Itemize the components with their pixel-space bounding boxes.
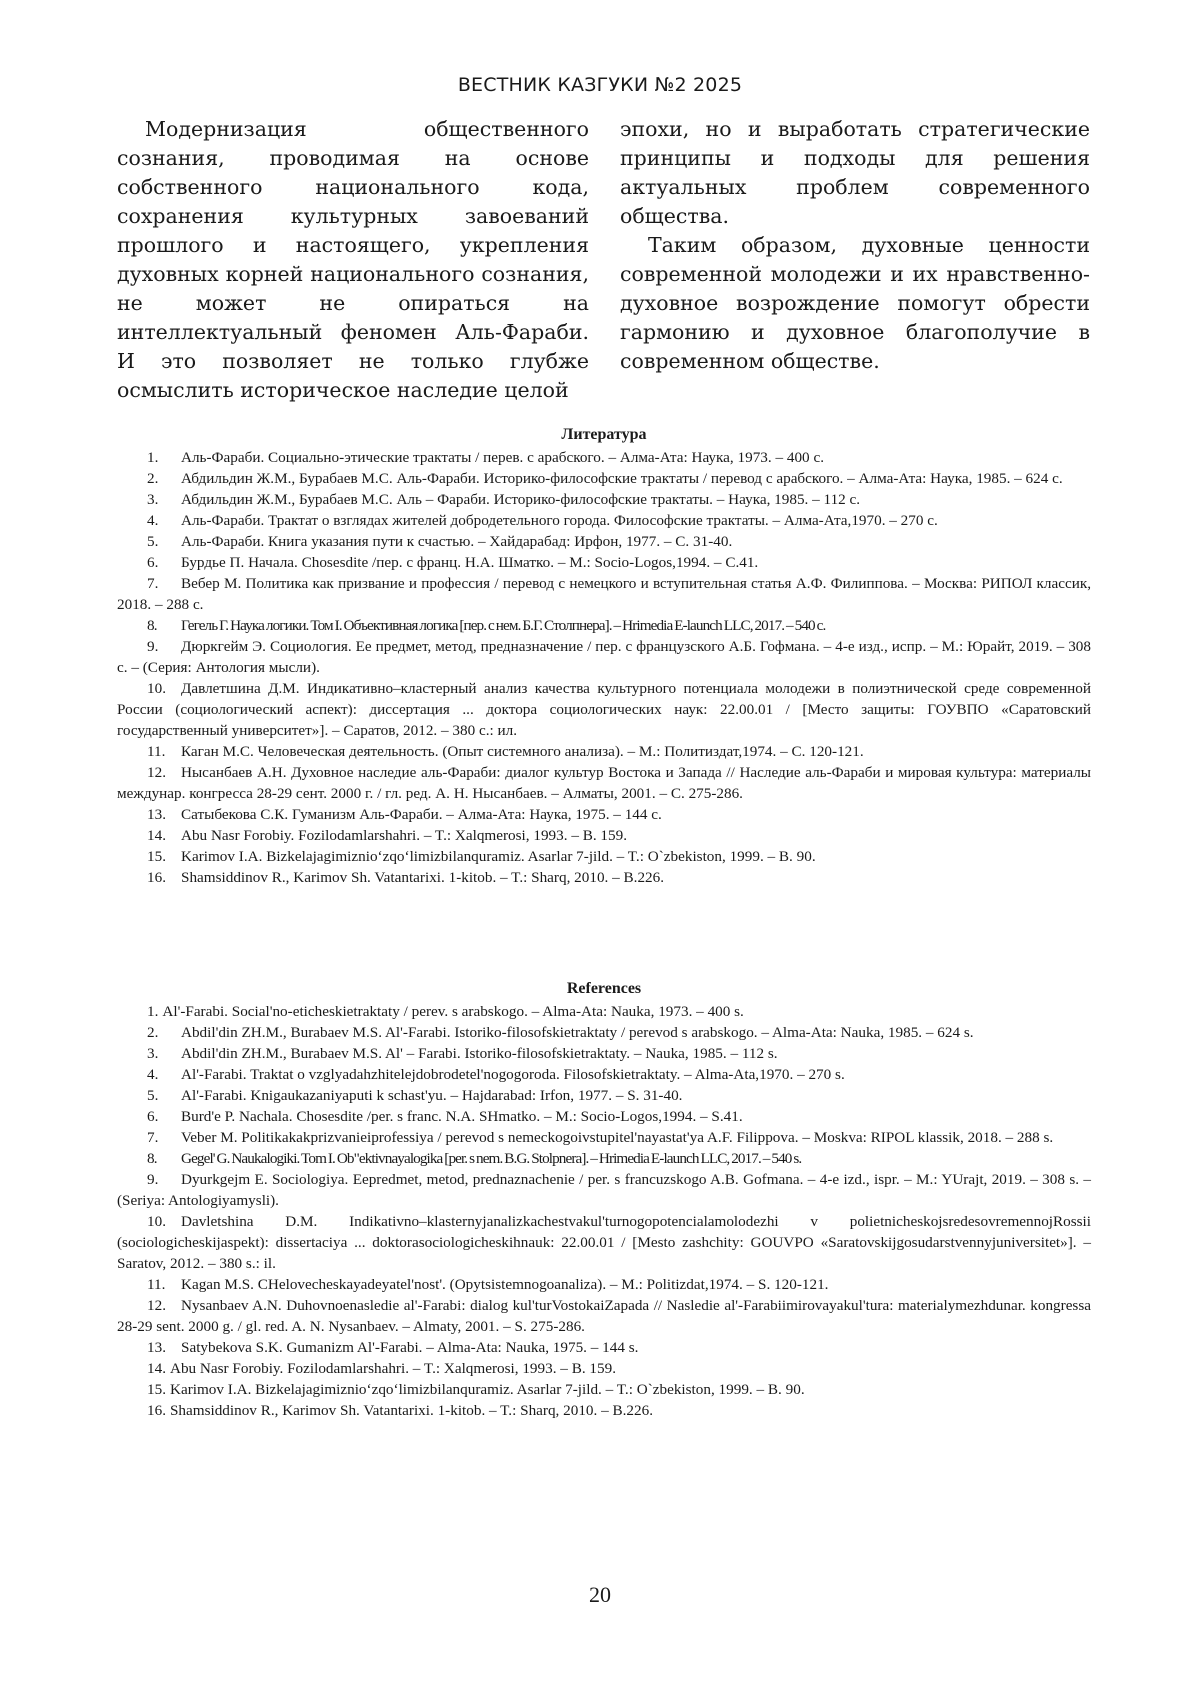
reference-item bbox=[117, 636, 1091, 678]
body-column-left bbox=[117, 115, 589, 405]
reference-item bbox=[117, 552, 1091, 573]
reference-number: 10. bbox=[147, 680, 166, 697]
reference-number: 14. bbox=[147, 1360, 166, 1377]
reference-number: 13. bbox=[147, 806, 166, 823]
reference-number: 1. bbox=[147, 1003, 159, 1020]
reference-number: 4. bbox=[147, 1066, 159, 1083]
reference-number: 9. bbox=[147, 638, 159, 655]
reference-item bbox=[117, 1127, 1091, 1148]
reference-number: 7. bbox=[147, 1129, 159, 1146]
reference-item bbox=[117, 615, 1091, 636]
reference-number: 2. bbox=[147, 1024, 159, 1041]
reference-text: Al'-Farabi. Knigaukazaniyaputi k schast'yu. – Hajdarabad: Irfon, 1977. – S. 31-40. bbox=[181, 1087, 683, 1104]
reference-item bbox=[117, 825, 1091, 846]
reference-text: Burd'e P. Nachala. Chosesdite /per. s franc. N.A. SHmatko. – M.: Socio-Logos,1994. – S.41. bbox=[181, 1108, 743, 1125]
references-list bbox=[117, 1001, 1091, 1421]
literature-title: Литература bbox=[561, 426, 647, 443]
reference-text: Абдильдин Ж.М., Бурабаев М.С. Аль – Фараби. Историко-философские трактаты. – Наука, 1985. – 112 с. bbox=[181, 491, 861, 508]
reference-number: 15. bbox=[147, 1381, 166, 1398]
reference-number: 12. bbox=[147, 764, 166, 781]
reference-text: Аль-Фараби. Трактат о взглядах жителей добродетельного города. Философские трактаты. – Алма-Ата,1970. – 270 с. bbox=[181, 512, 938, 529]
page-number: 20 bbox=[589, 1582, 611, 1607]
reference-item bbox=[117, 447, 1091, 468]
reference-text: Сатыбекова С.К. Гуманизм Аль-Фараби. – Алма-Ата: Наука, 1975. – 144 с. bbox=[181, 806, 662, 823]
reference-number: 9. bbox=[147, 1171, 159, 1188]
reference-item bbox=[117, 1064, 1091, 1085]
literature-section bbox=[117, 424, 1091, 888]
reference-item bbox=[117, 1295, 1091, 1337]
reference-text: Karimov I.A. Bizkelajagimiznio‘zqo‘limizbilanquramiz. Asarlar 7-jild. – T.: O`zbekiston, 1999. – B. 90. bbox=[181, 848, 816, 865]
reference-text: Abdil'din ZH.M., Burabaev M.S. Al'-Farabi. Istoriko-filosofskietraktaty / perevod s arabskogo. – Alma-Ata: Nauka, 1985. – 624 s. bbox=[181, 1024, 974, 1041]
reference-text: Davletshina D.M. Indikativno–klasternyjanalizkachestvakul'turnogopotencialamolodezhi v polietnicheskojsredesovremennojRossii (sociologicheskijaspekt): dissertaciya ... doktorasociologicheskihnauk: 22.00.01 / [Mesto zashchity: GOUVPO «Saratovskijgosudarstvennyjuniversitet»]. – Saratov, 2012. – 380 s.: il. bbox=[117, 1213, 1091, 1272]
journal-header: ВЕСТНИК КАЗГУКИ №2 2025 bbox=[457, 74, 743, 96]
reference-number: 10. bbox=[147, 1213, 166, 1230]
reference-text: Al'-Farabi. Traktat o vzglyadahzhitelejdobrodetel'nogogoroda. Filosofskietraktaty. – Alma-Ata,1970. – 270 s. bbox=[181, 1066, 845, 1083]
reference-number: 6. bbox=[147, 1108, 159, 1125]
reference-number: 3. bbox=[147, 1045, 159, 1062]
references-title: References bbox=[566, 980, 642, 997]
body-column-right bbox=[620, 115, 1090, 376]
reference-item bbox=[117, 804, 1091, 825]
reference-number: 15. bbox=[147, 848, 166, 865]
reference-number: 2. bbox=[147, 470, 159, 487]
body-paragraph: Модернизация общественного сознания, проводимая на основе собственного национального кода, сохранения культурных завоеваний прошлого и настоящего, укрепления духовных корней национального сознания, не может не опираться на интеллектуальный феномен Аль-Фараби. И это позволяет не только глубже осмыслить историческое наследие целой bbox=[117, 117, 589, 402]
reference-number: 14. bbox=[147, 827, 166, 844]
reference-item bbox=[117, 573, 1091, 615]
reference-item bbox=[117, 1001, 1091, 1022]
reference-item bbox=[117, 1337, 1091, 1358]
reference-item bbox=[117, 1211, 1091, 1274]
body-paragraph-continuation: эпохи, но и выработать стратегические принципы и подходы для решения актуальных проблем современного общества. bbox=[620, 117, 1090, 228]
reference-text: Дюркгейм Э. Социология. Ее предмет, метод, предназначение / пер. с французского А.Б. Гофмана. – 4-е изд., испр. – М.: Юрайт, 2019. – 308 с. – (Серия: Антология мысли). bbox=[117, 638, 1091, 676]
reference-number: 8. bbox=[147, 617, 157, 634]
reference-number: 11. bbox=[147, 743, 166, 760]
reference-item bbox=[117, 1085, 1091, 1106]
reference-text: Shamsiddinov R., Karimov Sh. Vatantarixi. 1-kitob. – T.: Sharq, 2010. – B.226. bbox=[181, 869, 665, 886]
reference-item bbox=[117, 510, 1091, 531]
reference-text: Бурдье П. Начала. Chosesdite /пер. с франц. Н.А. Шматко. – М.: Socio-Logos,1994. – С.41. bbox=[181, 554, 759, 571]
reference-text: Gegel' G. Naukalogiki. Tom I. Ob"ektivnayalogika [per. s nem. B.G. Stolpnera]. – Hrimedia E-launch LLC, 2017. – 540 s. bbox=[181, 1150, 802, 1167]
reference-number: 7. bbox=[147, 575, 159, 592]
reference-text: Shamsiddinov R., Karimov Sh. Vatantarixi. 1-kitob. – T.: Sharq, 2010. – B.226. bbox=[169, 1402, 654, 1419]
reference-number: 5. bbox=[147, 533, 159, 550]
reference-item bbox=[117, 468, 1091, 489]
reference-text: Kagan M.S. CHelovecheskayadeyatel'nost'. (Opytsistemnogoanaliza). – M.: Politizdat,1974. – S. 120-121. bbox=[181, 1276, 829, 1293]
reference-text: Nysanbaev A.N. Duhovnoenasledie al'-Farabi: dialog kul'turVostokaiZapada // Nasledie al'-Farabiimirovayakul'tura: materialymezhdunar. kongressa 28-29 sent. 2000 g. / gl. red. A. N. Nysanbaev. – Almaty, 2001. – S. 275-286. bbox=[117, 1297, 1091, 1335]
reference-item bbox=[117, 531, 1091, 552]
reference-text: Каган М.С. Человеческая деятельность. (Опыт системного анализа). – М.: Политиздат,1974. – С. 120-121. bbox=[181, 743, 864, 760]
reference-item bbox=[117, 1379, 1091, 1400]
reference-number: 16. bbox=[147, 869, 166, 886]
reference-text: Satybekova S.K. Gumanizm Al'-Farabi. – Alma-Ata: Nauka, 1975. – 144 s. bbox=[181, 1339, 639, 1356]
reference-text: Dyurkgejm E. Sociologiya. Eepredmet, metod, prednaznachenie / per. s francuzskogo A.B. Gofmana. – 4-e izd., ispr. – M.: YUrajt, 2019. – 308 s. – (Seriya: Antologiyamysli). bbox=[117, 1171, 1091, 1209]
reference-number: 6. bbox=[147, 554, 159, 571]
reference-item bbox=[117, 1106, 1091, 1127]
reference-text: Veber M. Politikakakprizvanieiprofessiya / perevod s nemeckogoivstupitel'nayastat'ya A.F. Filippova. – Moskva: RIPOL klassik, 2018. – 288 s. bbox=[181, 1129, 1054, 1146]
literature-list bbox=[117, 447, 1091, 888]
reference-item bbox=[117, 1169, 1091, 1211]
reference-text: Abu Nasr Forobiy. Fozilodamlarshahri. – T.: Xalqmerosi, 1993. – B. 159. bbox=[169, 1360, 616, 1377]
reference-item bbox=[117, 867, 1091, 888]
reference-item bbox=[117, 489, 1091, 510]
reference-text: Аль-Фараби. Социально-этические трактаты / перев. с арабского. – Алма-Ата: Наука, 1973. – 400 с. bbox=[181, 449, 824, 466]
reference-number: 4. bbox=[147, 512, 159, 529]
reference-text: Аль-Фараби. Книга указания пути к счастью. – Хайдарабад: Ирфон, 1977. – С. 31-40. bbox=[181, 533, 733, 550]
reference-text: Al'-Farabi. Social'no-eticheskietraktaty / perev. s arabskogo. – Alma-Ata: Nauka, 1973. – 400 s. bbox=[162, 1003, 744, 1020]
reference-item bbox=[117, 846, 1091, 867]
reference-text: Abdil'din ZH.M., Burabaev M.S. Al' – Farabi. Istoriko-filosofskietraktaty. – Nauka, 1985. – 112 s. bbox=[181, 1045, 778, 1062]
reference-number: 3. bbox=[147, 491, 159, 508]
references-section bbox=[117, 978, 1091, 1421]
reference-number: 13. bbox=[147, 1339, 166, 1356]
body-paragraph: Таким образом, духовные ценности современной молодежи и их нравственно-духовное возрождение помогут обрести гармонию и духовное благополучие в современном обществе. bbox=[620, 233, 1090, 373]
reference-number: 16. bbox=[147, 1402, 166, 1419]
reference-text: Karimov I.A. Bizkelajagimiznio‘zqo‘limizbilanquramiz. Asarlar 7-jild. – T.: O`zbekiston, 1999. – B. 90. bbox=[169, 1381, 805, 1398]
reference-item bbox=[117, 1274, 1091, 1295]
reference-item bbox=[117, 741, 1091, 762]
reference-number: 8. bbox=[147, 1150, 157, 1167]
reference-text: Абдильдин Ж.М., Бурабаев М.С. Аль-Фараби. Историко-философские трактаты / перевод с арабского. – Алма-Ата: Наука, 1985. – 624 с. bbox=[181, 470, 1063, 487]
reference-text: Гегель Г. Наука логики. Том I. Объективная логика [пер. с нем. Б.Г. Столпнера]. – Hrimedia E-launch LLC, 2017. – 540 с. bbox=[181, 617, 826, 634]
reference-text: Вебер М. Политика как призвание и профессия / перевод с немецкого и вступительная статья А.Ф. Филиппова. – Москва: РИПОЛ классик, 2018. – 288 с. bbox=[117, 575, 1091, 613]
reference-item bbox=[117, 1358, 1091, 1379]
reference-number: 5. bbox=[147, 1087, 159, 1104]
reference-number: 12. bbox=[147, 1297, 166, 1314]
reference-text: Давлетшина Д.М. Индикативно–кластерный анализ качества культурного потенциала молодежи в полиэтнической среде современной России (социологический аспект): диссертация ... доктора социологических наук: 22.00.01 / [Место защиты: ГОУВПО «Саратовский государственный университет»]. – Саратов, 2012. – 380 с.: ил. bbox=[117, 680, 1091, 739]
reference-number: 1. bbox=[147, 449, 159, 466]
reference-text: Нысанбаев А.Н. Духовное наследие аль-Фараби: диалог культур Востока и Запада // Наследие аль-Фараби и мировая культура: материалы междунар. конгресса 28-29 сент. 2000 г. / гл. ред. А. Н. Нысанбаев. – Алматы, 2001. – С. 275-286. bbox=[117, 764, 1091, 802]
reference-text: Abu Nasr Forobiy. Fozilodamlarshahri. – T.: Xalqmerosi, 1993. – B. 159. bbox=[181, 827, 628, 844]
reference-item bbox=[117, 1022, 1091, 1043]
reference-number: 11. bbox=[147, 1276, 166, 1293]
reference-item bbox=[117, 762, 1091, 804]
reference-item bbox=[117, 1043, 1091, 1064]
reference-item bbox=[117, 1400, 1091, 1421]
reference-item bbox=[117, 678, 1091, 741]
reference-item bbox=[117, 1148, 1091, 1169]
